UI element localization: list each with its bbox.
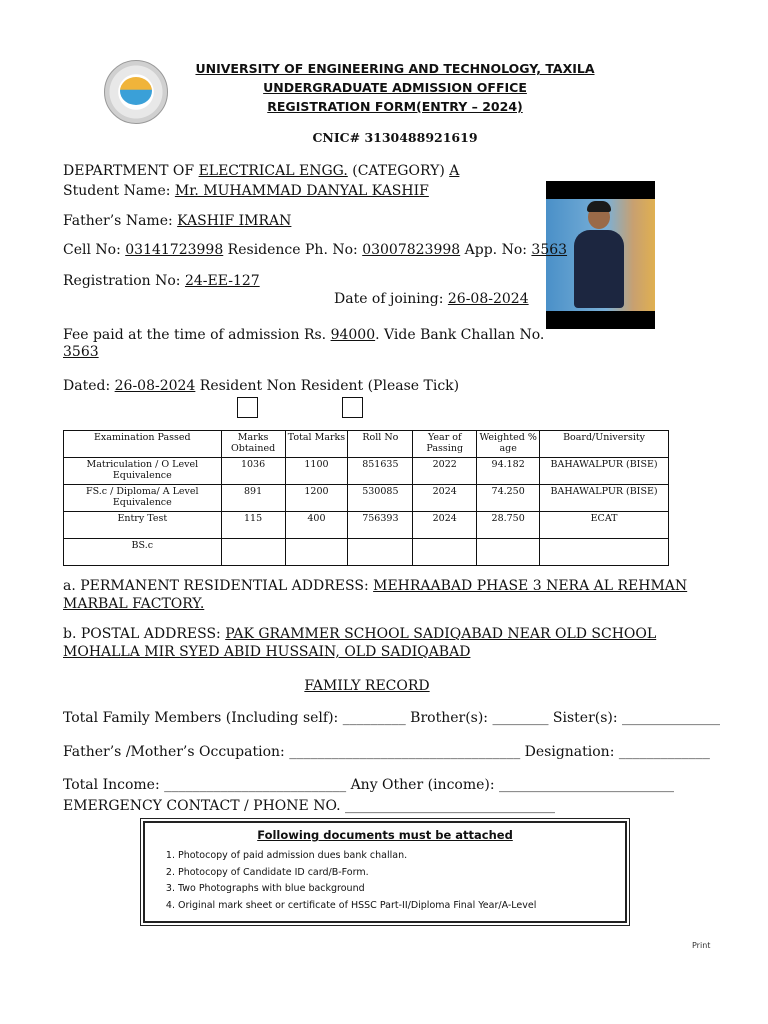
documents-box — [140, 818, 630, 926]
challan-line — [63, 344, 99, 360]
dated-value: 26-08-2024 — [114, 378, 196, 394]
examination-table — [63, 430, 669, 566]
father-name-line: Father’s Name: KASHIF IMRAN — [63, 213, 292, 229]
fee-value: 94000 — [330, 327, 376, 343]
contact-line: Cell No: 03141723998 Residence Ph. No: 03007823998 App. No: 3563 — [63, 242, 568, 258]
income-line: Total Income: __________________________ Any Other (income): _________________________ — [63, 777, 675, 793]
col-header: Total Marks — [285, 431, 348, 458]
list-item: 2. Photocopy of Candidate ID card/B-Form. — [178, 865, 625, 882]
table-cell: 1200 — [285, 485, 348, 512]
family-record-title: FAMILY RECORD — [304, 678, 430, 694]
table-cell: Entry Test — [64, 512, 222, 539]
permanent-address-line: a. PERMANENT RESIDENTIAL ADDRESS: MEHRAABAD PHASE 3 NERA AL REHMAN — [63, 578, 688, 594]
table-cell — [413, 539, 477, 566]
cell-value: 03141723998 — [125, 242, 224, 258]
table-cell: BS.c — [64, 539, 222, 566]
print-link[interactable]: Print — [692, 941, 711, 950]
table-cell — [285, 539, 348, 566]
resident-checkbox[interactable] — [237, 397, 258, 418]
office-title: UNDERGRADUATE ADMISSION OFFICE — [263, 80, 527, 95]
category-value: A — [449, 163, 460, 179]
table-cell: 2022 — [413, 458, 477, 485]
documents-list — [145, 848, 625, 914]
postal-address-value: PAK GRAMMER SCHOOL SADIQABAD NEAR OLD SCHOOL — [225, 626, 657, 642]
list-item: 3. Two Photographs with blue background — [178, 881, 625, 898]
table-row — [64, 512, 669, 539]
table-cell: 530085 — [348, 485, 413, 512]
app-no-value: 3563 — [531, 242, 568, 258]
table-cell — [221, 539, 285, 566]
table-cell: 891 — [221, 485, 285, 512]
table-cell: 1036 — [221, 458, 285, 485]
table-cell: 2024 — [413, 485, 477, 512]
joining-line: Date of joining: 26-08-2024 — [334, 291, 529, 307]
table-cell: 756393 — [348, 512, 413, 539]
table-cell: 74.250 — [477, 485, 540, 512]
student-name-line: Student Name: Mr. MUHAMMAD DANYAL KASHIF — [63, 183, 429, 199]
table-cell: 28.750 — [477, 512, 540, 539]
challan-value: 3563 — [63, 344, 99, 360]
table-cell: BAHAWALPUR (BISE) — [540, 485, 669, 512]
postal-address-line: b. POSTAL ADDRESS: PAK GRAMMER SCHOOL SADIQABAD NEAR OLD SCHOOL — [63, 626, 657, 642]
table-cell: BAHAWALPUR (BISE) — [540, 458, 669, 485]
fee-line: Fee paid at the time of admission Rs. 94000. Vide Bank Challan No. — [63, 327, 545, 343]
col-header: Year of Passing — [413, 431, 477, 458]
table-cell — [540, 539, 669, 566]
postal-address-line-2: MOHALLA MIR SYED ABID HUSSAIN, OLD SADIQABAD — [63, 644, 471, 660]
father-name-value: KASHIF IMRAN — [177, 213, 292, 229]
table-row — [64, 458, 669, 485]
table-cell: 115 — [221, 512, 285, 539]
cnic-number: CNIC# 3130488921619 — [312, 130, 478, 145]
student-name-value: Mr. MUHAMMAD DANYAL KASHIF — [174, 183, 429, 199]
registration-value: 24-EE-127 — [184, 273, 260, 289]
university-title: UNIVERSITY OF ENGINEERING AND TECHNOLOGY, TAXILA — [195, 61, 595, 76]
dated-line: Dated: 26-08-2024 Resident Non Resident (Please Tick) — [63, 378, 460, 394]
table-cell: 94.182 — [477, 458, 540, 485]
list-item: 1. Photocopy of paid admission dues bank challan. — [178, 848, 625, 865]
department-line: DEPARTMENT OF ELECTRICAL ENGG. (CATEGORY) A — [63, 163, 460, 179]
list-item: 4. Original mark sheet or certificate of HSSC Part-II/Diploma Final Year/A-Level — [178, 898, 625, 915]
table-cell: 400 — [285, 512, 348, 539]
occupation-line: Father’s /Mother’s Occupation: _________________________________ Designation: _____________ — [63, 744, 710, 760]
col-header: Marks Obtained — [221, 431, 285, 458]
form-title: REGISTRATION FORM(ENTRY – 2024) — [267, 99, 523, 114]
permanent-address-line-2: MARBAL FACTORY. — [63, 596, 205, 612]
col-header: Weighted % age — [477, 431, 540, 458]
col-header: Board/University — [540, 431, 669, 458]
table-cell — [477, 539, 540, 566]
non-resident-checkbox[interactable] — [342, 397, 363, 418]
permanent-address-value: MEHRAABAD PHASE 3 NERA AL REHMAN — [373, 578, 688, 594]
table-cell: Matriculation / O Level Equivalence — [64, 458, 222, 485]
department-value: ELECTRICAL ENGG. — [198, 163, 348, 179]
university-logo — [104, 60, 168, 124]
registration-line: Registration No: 24-EE-127 — [63, 273, 260, 289]
table-cell: 1100 — [285, 458, 348, 485]
table-cell: 2024 — [413, 512, 477, 539]
col-header: Roll No — [348, 431, 413, 458]
emergency-contact-line: EMERGENCY CONTACT / PHONE NO. ______________________________ — [63, 798, 555, 814]
joining-date-value: 26-08-2024 — [447, 291, 529, 307]
table-cell: 851635 — [348, 458, 413, 485]
table-row — [64, 485, 669, 512]
col-header: Examination Passed — [64, 431, 222, 458]
table-header-row — [64, 431, 669, 458]
residence-phone-value: 03007823998 — [362, 242, 461, 258]
table-cell: FS.c / Diploma/ A Level Equivalence — [64, 485, 222, 512]
documents-title: Following documents must be attached — [257, 828, 513, 842]
table-cell: ECAT — [540, 512, 669, 539]
family-members-line: Total Family Members (Including self): _________ Brother(s): ________ Sister(s): ______________ — [63, 710, 721, 726]
table-cell — [348, 539, 413, 566]
table-row — [64, 539, 669, 566]
